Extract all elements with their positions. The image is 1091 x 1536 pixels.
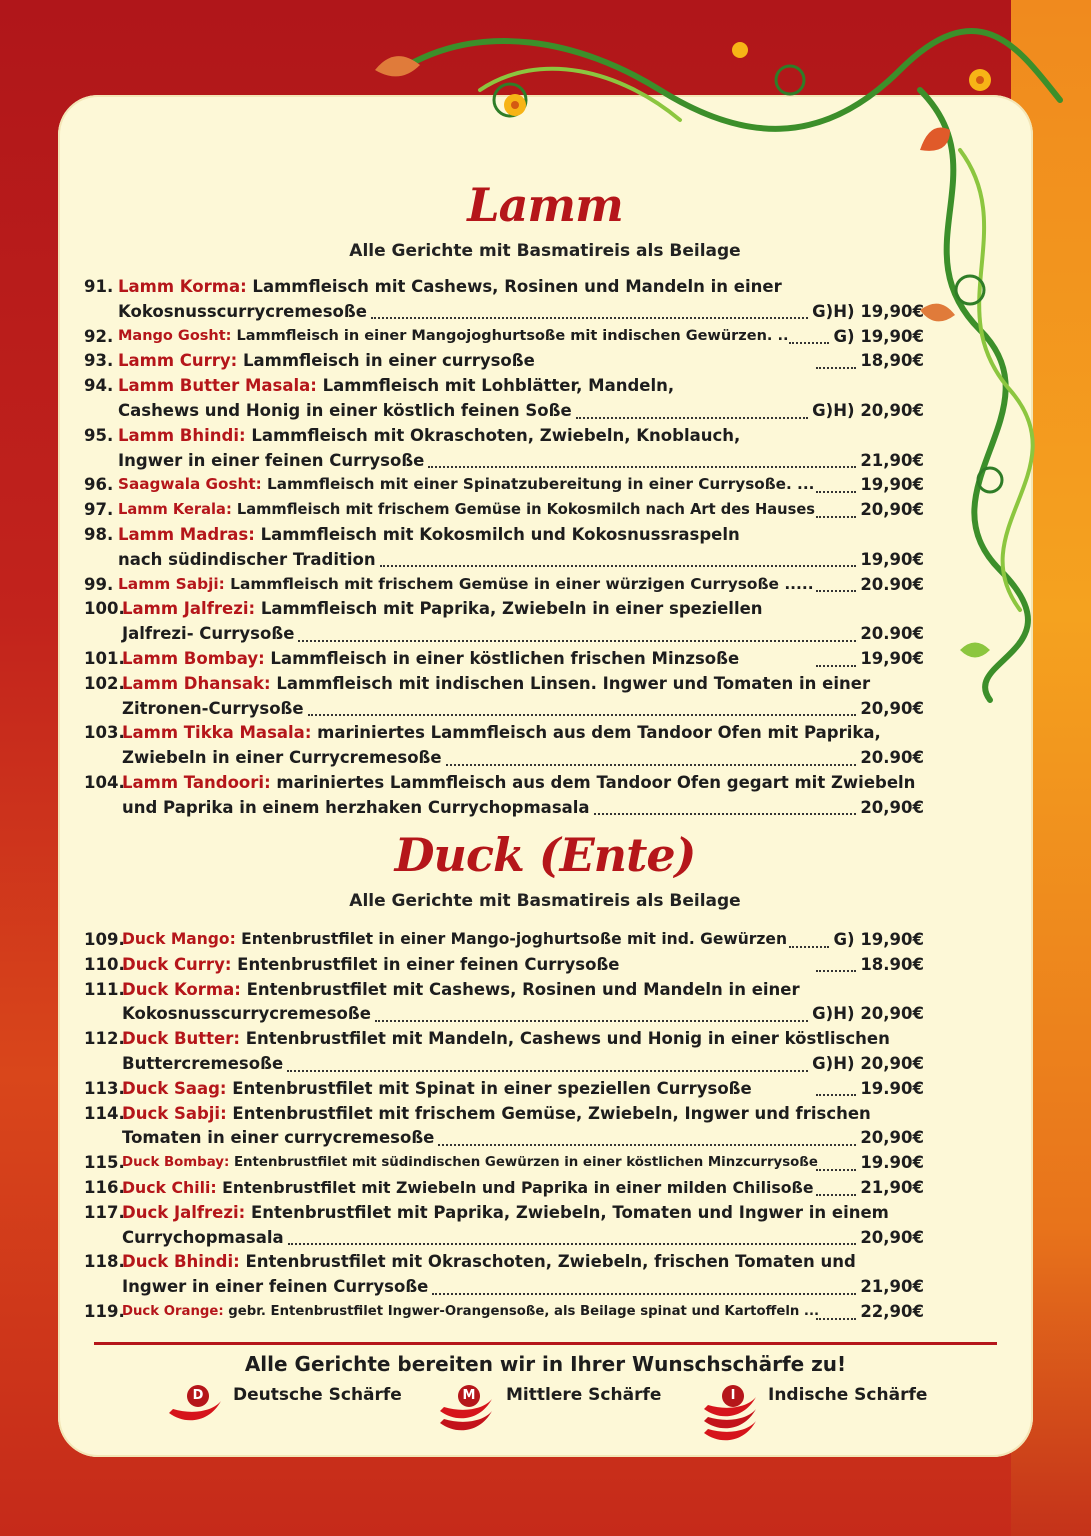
item-description: Lammfleisch in einer Mangojoghurtsoße mit indischen Gewürzen. .. — [231, 327, 789, 344]
item-price: 22,90€ — [860, 1302, 924, 1321]
item-description-2: Buttercremesoße — [122, 1054, 284, 1073]
item-price: G)H) 20,90€ — [812, 1004, 924, 1024]
item-name: Saagwala Gosht: — [118, 475, 262, 494]
item-name: Duck Curry: — [122, 954, 232, 974]
item-line — [118, 522, 740, 547]
footer-note: Alle Gerichte bereiten wir in Ihrer Wunschschärfe zu! — [244, 1352, 847, 1376]
item-price: G)H) 20,90€ — [812, 401, 924, 420]
item-description-2: und Paprika in einem herzhaken Currychopmasala — [122, 797, 590, 817]
item-description-2: Ingwer in einer feinen Currysoße — [122, 1277, 429, 1297]
item-number: 100. — [84, 599, 125, 619]
item-description: Entenbrustfilet mit Mandeln, Cashews und Honig in einer köstlischen — [239, 1029, 890, 1049]
item-description: mariniertes Lammfleisch aus dem Tandoor Ofen gegart mit Zwiebeln — [270, 773, 916, 792]
item-description: mariniertes Lammfleisch aus dem Tandoor Ofen mit Paprika, — [311, 723, 881, 743]
legend-badge: D — [187, 1385, 209, 1407]
item-name: Duck Orange: — [122, 1304, 224, 1319]
item-description: Lammfleisch mit Okraschoten, Zwiebeln, Knoblauch, — [245, 425, 741, 445]
item-number: 93. — [84, 351, 114, 371]
item-number: 103. — [84, 723, 125, 743]
item-name: Duck Butter: — [122, 1029, 240, 1049]
item-price: 20,90€ — [860, 1128, 924, 1148]
item-description: Entenbrustfilet mit südindischen Gewürzen in einer köstlichen Minzcurrysoße — [229, 1155, 818, 1171]
item-price: 21,90€ — [860, 1277, 924, 1297]
item-name: Lamm Bhindi: — [118, 425, 246, 445]
dot-leader — [371, 303, 808, 319]
item-description: Lammfleisch in einer köstlichen frischen Minzsoße — [264, 649, 740, 668]
item-description-2: Kokosnusscurrycremesoße — [122, 1004, 371, 1024]
item-number: 112. — [84, 1029, 125, 1049]
item-number: 119. — [84, 1302, 125, 1321]
item-name: Lamm Butter Masala: — [118, 376, 317, 396]
item-number: 92. — [84, 326, 114, 346]
item-number: 95. — [84, 425, 114, 445]
item-description: Lammfleisch mit indischen Linsen. Ingwer und Tomaten in einer — [270, 673, 871, 693]
dot-leader — [816, 353, 856, 369]
item-name: Duck Bhindi: — [122, 1252, 240, 1272]
footer-divider — [94, 1342, 997, 1345]
dot-leader — [594, 799, 857, 815]
item-name: Lamm Kerala: — [118, 501, 232, 519]
section-subtitle-duck: Alle Gerichte mit Basmatireis als Beilage — [349, 891, 741, 911]
dot-leader — [816, 1180, 856, 1196]
item-price: 19.90€ — [860, 1153, 924, 1173]
item-description: Lammfleisch mit Lohblätter, Mandeln, — [316, 376, 675, 396]
section-title-duck: Duck (Ente) — [394, 828, 696, 882]
item-description: Lammfleisch mit einer Spinatzubereitung in einer Currysoße. ... — [261, 475, 815, 494]
dot-leader — [816, 1304, 856, 1320]
item-name: Duck Chili: — [122, 1178, 217, 1197]
item-price: 20.90€ — [860, 624, 924, 644]
dot-leader — [446, 750, 857, 766]
legend-label: Deutsche Schärfe — [233, 1385, 402, 1405]
item-description-2: Ingwer in einer feinen Currysoße — [118, 450, 425, 470]
item-line — [118, 423, 740, 448]
item-name: Mango Gosht: — [118, 327, 232, 344]
item-number: 113. — [84, 1078, 125, 1098]
item-line — [122, 1249, 856, 1274]
item-description: Entenbrustfilet mit Cashews, Rosinen und Mandeln in einer — [240, 979, 800, 999]
dot-leader — [308, 700, 857, 716]
item-description: Lammfleisch in einer currysoße — [237, 351, 535, 371]
item-line — [122, 1101, 871, 1126]
dot-leader — [375, 1006, 808, 1022]
dot-leader — [380, 551, 857, 567]
dot-leader — [789, 328, 829, 344]
item-description: Entenbrustfilet mit Spinat in einer speziellen Currysoße — [226, 1078, 752, 1098]
item-name: Lamm Bombay: — [122, 649, 265, 668]
dot-leader — [816, 576, 856, 592]
item-price: 20.90€ — [860, 574, 924, 594]
item-line — [122, 720, 881, 745]
item-price: 19.90€ — [860, 1078, 924, 1098]
item-number: 102. — [84, 673, 125, 693]
item-line — [122, 1026, 890, 1051]
item-description-2: Zitronen-Currysoße — [122, 698, 304, 718]
item-name: Duck Jalfrezi: — [122, 1202, 246, 1222]
item-description: Lammfleisch mit Kokosmilch und Kokosnussraspeln — [254, 525, 740, 544]
item-price: G)H) 19,90€ — [812, 301, 924, 321]
item-number: 110. — [84, 954, 125, 974]
item-description-2: nach südindischer Tradition — [118, 549, 376, 569]
item-price: G) 19,90€ — [833, 930, 924, 949]
item-description-2: Tomaten in einer currycremesoße — [122, 1128, 435, 1148]
item-description: Entenbrustfilet in einer Mango-joghurtsoße mit ind. Gewürzen — [235, 930, 788, 948]
item-name: Lamm Tikka Masala: — [122, 723, 312, 743]
item-price: 18,90€ — [860, 351, 924, 371]
item-line — [122, 977, 800, 1002]
legend-label: Mittlere Schärfe — [506, 1385, 662, 1405]
item-price: G)H) 20,90€ — [812, 1054, 924, 1073]
dot-leader — [288, 1229, 857, 1245]
item-description-2: Zwiebeln in einer Currycremesoße — [122, 748, 442, 768]
dot-leader — [428, 452, 856, 468]
item-description: Lammfleisch mit frischem Gemüse in einer würzigen Currysoße ..... — [224, 574, 814, 593]
item-price: 20.90€ — [860, 748, 924, 768]
dot-leader — [816, 651, 856, 667]
item-name: Lamm Korma: — [118, 277, 247, 296]
item-name: Lamm Curry: — [118, 351, 238, 371]
item-name: Lamm Tandoori: — [122, 773, 271, 792]
dot-leader — [816, 1080, 856, 1096]
legend-badge: M — [458, 1385, 480, 1407]
item-price: G) 19,90€ — [833, 326, 924, 346]
item-price: 20,90€ — [860, 797, 924, 817]
item-name: Duck Bombay: — [122, 1155, 230, 1171]
item-price: 19,90€ — [860, 649, 924, 668]
dot-leader — [298, 626, 856, 642]
item-line — [122, 770, 915, 795]
item-number: 109. — [84, 930, 125, 949]
dot-leader — [576, 403, 808, 419]
item-price: 20,90€ — [860, 1227, 924, 1247]
item-line — [122, 671, 870, 696]
item-number: 116. — [84, 1178, 125, 1197]
dot-leader — [432, 1279, 856, 1295]
item-line — [122, 1200, 889, 1225]
item-price: 20,90€ — [860, 698, 924, 718]
item-number: 117. — [84, 1202, 125, 1222]
item-price: 21,90€ — [860, 450, 924, 470]
item-line — [122, 596, 763, 621]
item-price: 20,90€ — [860, 500, 924, 520]
item-description: gebr. Entenbrustfilet Ingwer-Orangensoße, als Beilage spinat und Kartoffeln ... — [223, 1304, 820, 1319]
item-price: 18.90€ — [860, 954, 924, 974]
dot-leader — [816, 502, 856, 518]
item-name: Lamm Dhansak: — [122, 673, 271, 693]
item-description: Entenbrustfilet mit Zwiebeln und Paprika in einer milden Chilisoße — [216, 1178, 814, 1197]
item-description: Entenbrustfilet mit frischem Gemüse, Zwiebeln, Ingwer und frischen — [226, 1103, 871, 1123]
item-number: 114. — [84, 1103, 125, 1123]
item-number: 96. — [84, 475, 114, 495]
item-name: Lamm Sabji: — [118, 574, 225, 593]
item-price: 19,90€ — [860, 549, 924, 569]
item-description-2: Cashews und Honig in einer köstlich feinen Soße — [118, 401, 572, 420]
item-description-2: Kokosnusscurrycremesoße — [118, 301, 367, 321]
item-number: 97. — [84, 500, 114, 520]
item-description: Entenbrustfilet mit Okraschoten, Zwiebeln, frischen Tomaten und — [239, 1252, 856, 1272]
item-description-2: Jalfrezi- Currysoße — [122, 624, 295, 644]
item-line — [118, 373, 674, 398]
item-name: Duck Mango: — [122, 930, 236, 948]
item-description: Lammfleisch mit Paprika, Zwiebeln in einer speziellen — [255, 599, 763, 619]
legend-badge: I — [722, 1385, 744, 1407]
dot-leader — [816, 1155, 856, 1171]
item-price: 21,90€ — [860, 1178, 924, 1197]
item-number: 101. — [84, 649, 125, 668]
item-description-2: Currychopmasala — [122, 1227, 284, 1247]
item-number: 91. — [84, 277, 114, 296]
section-title-lamm: Lamm — [467, 178, 623, 232]
dot-leader — [816, 956, 856, 972]
item-number: 99. — [84, 574, 114, 594]
item-name: Lamm Madras: — [118, 525, 255, 544]
item-line — [118, 274, 782, 299]
item-name: Duck Saag: — [122, 1078, 227, 1098]
item-description: Lammfleisch mit Cashews, Rosinen und Mandeln in einer — [246, 277, 782, 296]
section-subtitle-lamm: Alle Gerichte mit Basmatireis als Beilage — [349, 241, 741, 261]
dot-leader — [287, 1056, 808, 1072]
item-name: Lamm Jalfrezi: — [122, 599, 256, 619]
item-number: 94. — [84, 376, 114, 396]
item-description: Entenbrustfilet mit Paprika, Zwiebeln, Tomaten und Ingwer in einem — [245, 1202, 889, 1222]
item-description: Entenbrustfilet in einer feinen Currysoße — [231, 954, 620, 974]
item-number: 118. — [84, 1252, 125, 1272]
legend-label: Indische Schärfe — [768, 1385, 928, 1405]
item-number: 111. — [84, 979, 125, 999]
item-name: Duck Sabji: — [122, 1103, 227, 1123]
item-name: Duck Korma: — [122, 979, 241, 999]
dot-leader — [438, 1130, 856, 1146]
item-number: 115. — [84, 1153, 125, 1173]
dot-leader — [789, 932, 829, 948]
dot-leader — [816, 477, 856, 493]
item-number: 104. — [84, 773, 125, 792]
item-price: 19,90€ — [860, 475, 924, 495]
item-description: Lammfleisch mit frischem Gemüse in Kokosmilch nach Art des Hauses — [231, 501, 815, 519]
item-number: 98. — [84, 525, 114, 544]
